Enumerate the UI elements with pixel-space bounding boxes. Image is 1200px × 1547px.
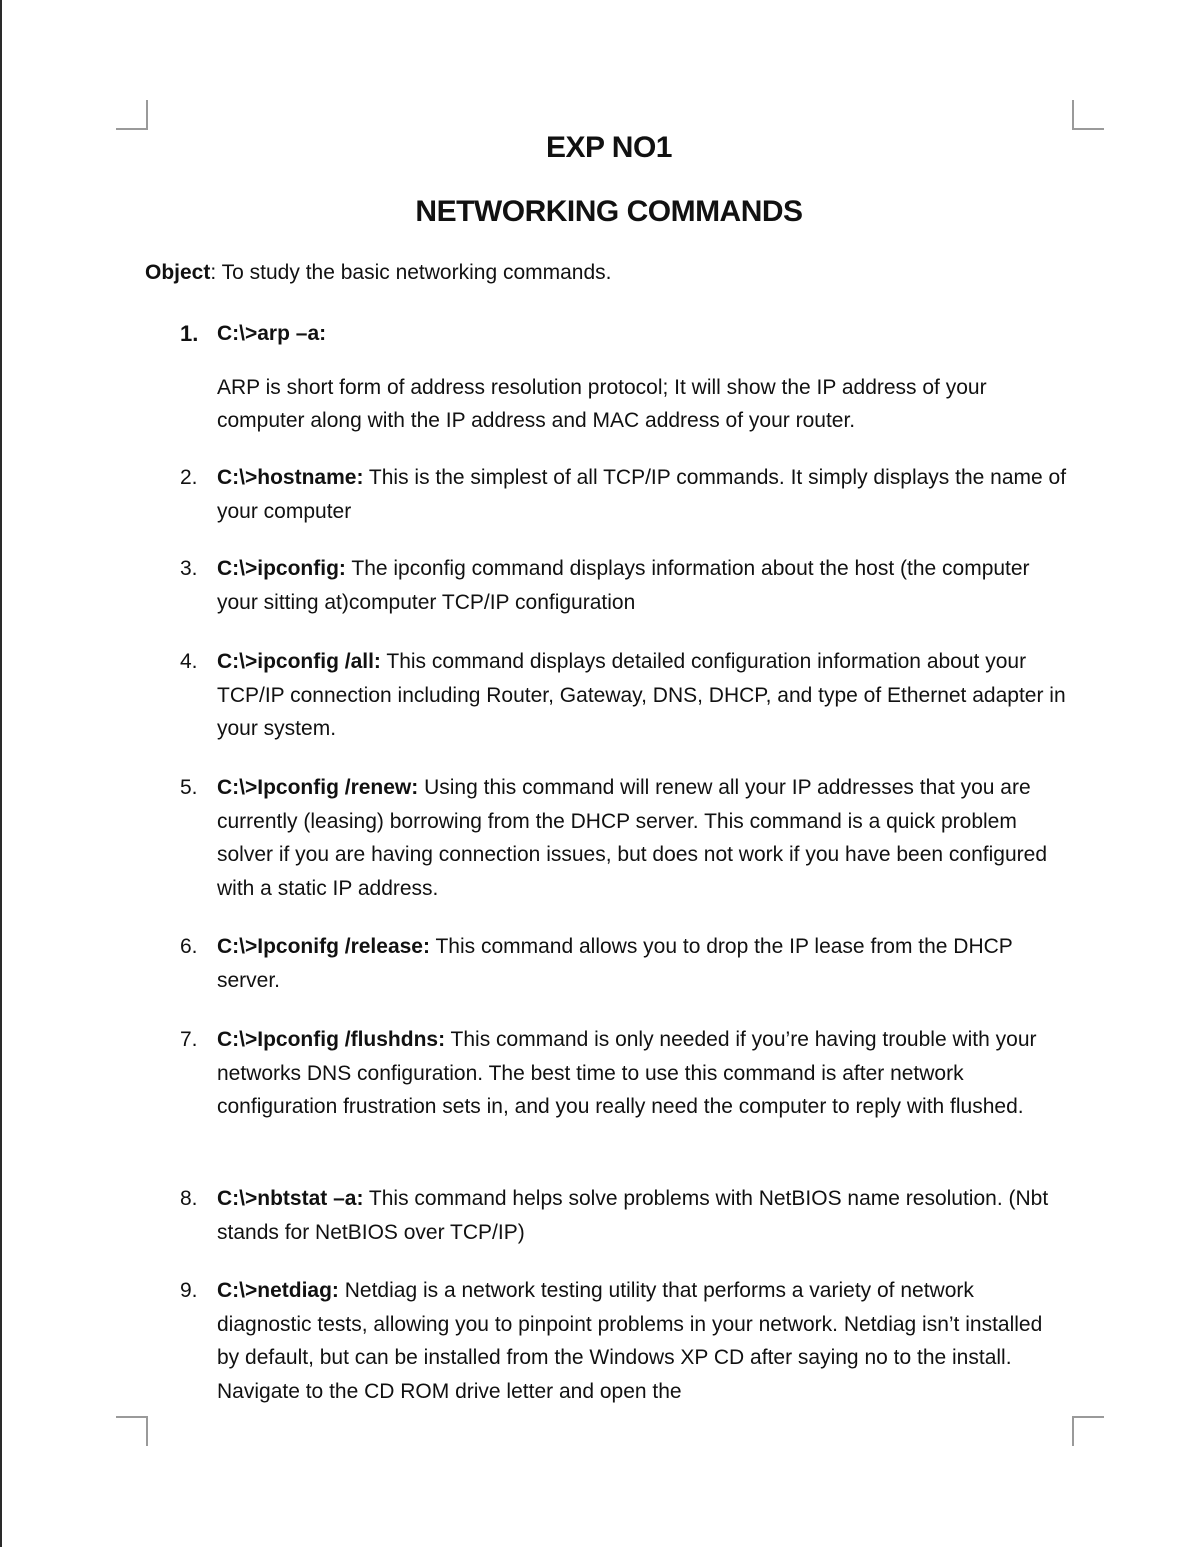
item-number: 3. <box>180 557 198 580</box>
command-description: This command is only needed if you’re having trouble with your networks DNS configuration. The best time to use this command is after network configuration frustration sets in, and you really need the computer to reply with flushed. <box>217 1028 1037 1118</box>
command-description: ARP is short form of address resolution protocol; It will show the IP address of your computer along with the IP address and MAC address of your router. <box>217 375 987 432</box>
command-name: C:\>Ipconfig /flushdns: <box>217 1028 446 1051</box>
item-number: 9. <box>180 1279 198 1302</box>
item-number: 8. <box>180 1187 198 1210</box>
experiment-title: EXP NO1 <box>545 131 672 164</box>
command-name: C:\>ipconfig: <box>217 557 346 580</box>
command-description: The ipconfig command displays information about the host (the computer your sitting at)computer TCP/IP configuration <box>217 557 1030 614</box>
item-number: 5. <box>180 776 198 799</box>
command-name: C:\>Ipconifg /release: <box>217 935 430 958</box>
command-description: This is the simplest of all TCP/IP commands. It simply displays the name of your computer <box>217 466 1067 523</box>
list-item <box>180 461 1080 528</box>
command-name: C:\>Ipconfig /renew: <box>217 776 419 799</box>
crop-mark-top-right <box>1072 100 1104 130</box>
command-description: This command allows you to drop the IP lease from the DHCP server. <box>217 935 1013 992</box>
item-number: 6. <box>180 935 198 958</box>
list-item <box>180 1274 1080 1408</box>
list-item <box>180 645 1080 746</box>
command-description: This command helps solve problems with NetBIOS name resolution. (Nbt stands for NetBIOS over TCP/IP) <box>217 1187 1049 1244</box>
object-statement <box>145 261 612 285</box>
command-name: C:\>arp –a: <box>217 322 327 345</box>
command-description: Netdiag is a network testing utility that performs a variety of network diagnostic tests, allowing you to pinpoint problems in your network. Netdiag isn’t installed by default, but can be installed from the Windows XP CD after saying no to the install. Navigate to the CD ROM drive letter and open the <box>217 1279 1043 1403</box>
crop-mark-bottom-right <box>1072 1416 1104 1446</box>
object-text: : To study the basic networking commands. <box>210 261 612 284</box>
command-name: C:\>hostname: <box>217 466 364 489</box>
item-number: 4. <box>180 650 198 673</box>
list-item <box>180 930 1080 997</box>
item-number: 7. <box>180 1028 198 1051</box>
item-number: 2. <box>180 466 198 489</box>
command-description: Using this command will renew all your IP addresses that you are currently (leasing) borrowing from the DHCP server. This command is a quick problem solver if you are having connection issues, but does not work if you have been configured with a static IP address. <box>217 776 1048 900</box>
command-name: C:\>ipconfig /all: <box>217 650 381 673</box>
command-name: C:\>nbtstat –a: <box>217 1187 364 1210</box>
list-item <box>180 771 1080 905</box>
object-label: Object <box>145 261 211 284</box>
list-item <box>180 317 1080 438</box>
crop-mark-bottom-left <box>116 1416 148 1446</box>
command-name: C:\>netdiag: <box>217 1279 339 1302</box>
command-description: This command displays detailed configuration information about your TCP/IP connection including Router, Gateway, DNS, DHCP, and type of Ethernet adapter in your system. <box>217 650 1066 740</box>
list-item <box>180 1023 1080 1124</box>
page-edge <box>0 0 2 1547</box>
item-number: 1. <box>180 321 199 346</box>
list-item <box>180 1182 1080 1249</box>
page-title: NETWORKING COMMANDS <box>415 195 803 228</box>
list-item <box>180 552 1080 619</box>
crop-mark-top-left <box>116 100 148 130</box>
